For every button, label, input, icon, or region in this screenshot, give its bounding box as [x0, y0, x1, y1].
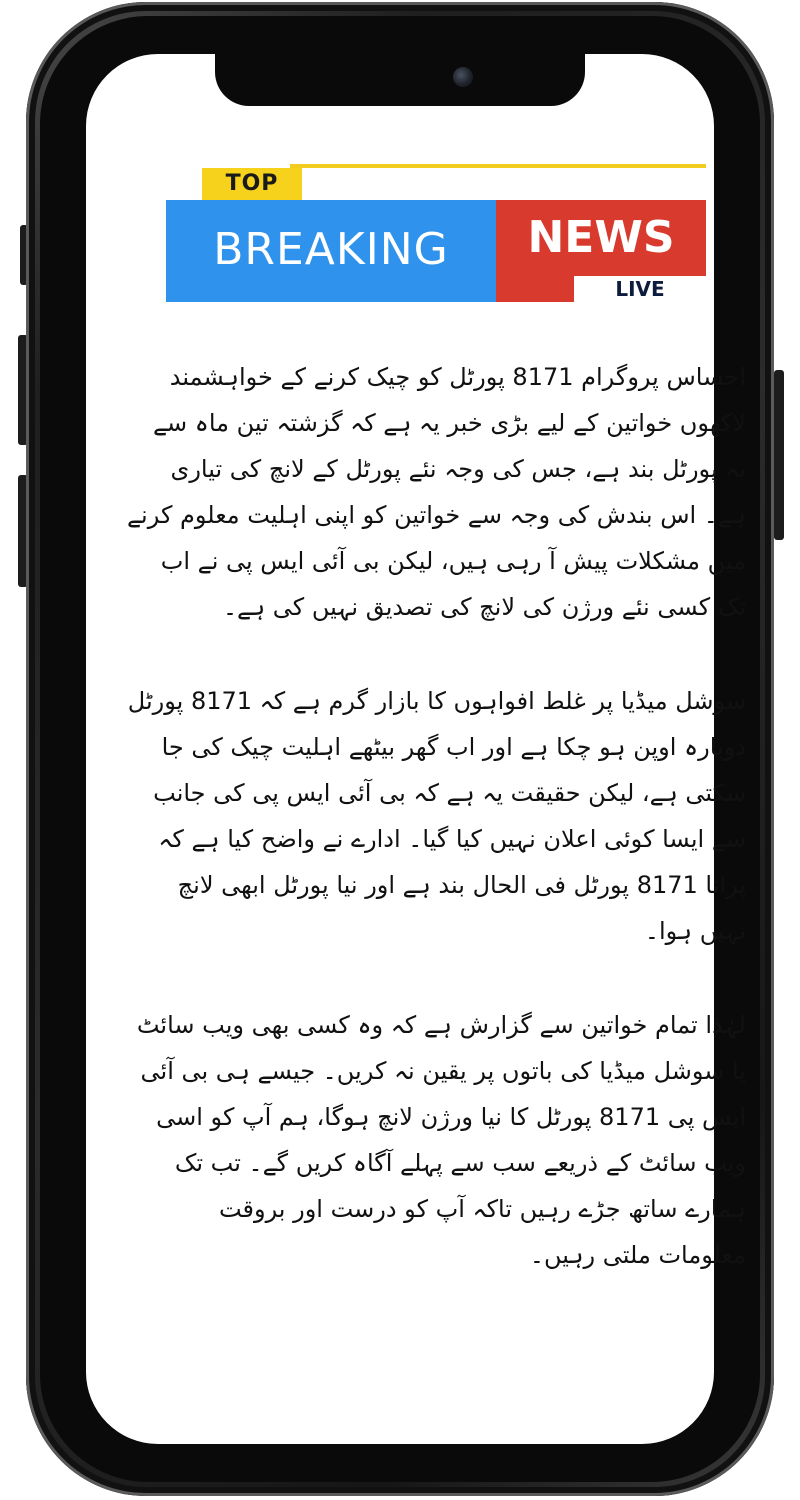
banner-news-label: NEWS — [496, 200, 706, 276]
article-paragraph-3: لہٰذا تمام خواتین سے گزارش ہے کہ وہ کسی بھی ویب سائٹ یا سوشل میڈیا کی باتوں پر یقین نہ کریں۔ جیسے ہی بی آئی ایس پی 8171 پورٹل کا نیا ورژن لانچ ہوگا، ہم آپ کو اسی ویب سائٹ کے ذریعے سب سے پہلے آگاہ کریں گے۔ تب تک ہمارے ساتھ جڑے رہیں تاکہ آپ کو درست اور بروقت معلومات ملتی رہیں۔ — [136, 1011, 746, 1269]
banner-accent-line — [290, 164, 706, 168]
article-body — [126, 354, 746, 1278]
breaking-news-banner — [166, 164, 706, 304]
article-paragraph-2: سوشل میڈیا پر غلط افواہوں کا بازار گرم ہے کہ 8171 پورٹل دوبارہ اوپن ہو چکا ہے اور اب گھر بیٹھے اہلیت چیک کی جا سکتی ہے، لیکن حقیقت یہ ہے کہ بی آئی ایس پی کی جانب سے ایسا کوئی اعلان نہیں کیا گیا۔ ادارے نے واضح کیا ہے کہ پرانا 8171 پورٹل فی الحال بند ہے اور نیا پورٹل ابھی لانچ نہیں ہوا۔ — [127, 687, 746, 945]
power-button — [774, 370, 784, 540]
phone-screen[interactable] — [86, 54, 746, 1444]
banner-top-label: TOP — [202, 168, 302, 200]
banner-live-label: LIVE — [574, 276, 706, 302]
banner-news-tail — [496, 276, 574, 302]
article-paragraph-1: احساس پروگرام 8171 پورٹل کو چیک کرنے کے خواہشمند لاکھوں خواتین کے لیے بڑی خبر یہ ہے کہ گزشتہ تین ماہ سے یہ پورٹل بند ہے، جس کی وجہ نئے پورٹل کے لانچ کی تیاری ہے۔ اس بندش کی وجہ سے خواتین کو اپنی اہلیت معلوم کرنے میں مشکلات پیش آ رہی ہیں، لیکن بی آئی ایس پی نے اب تک کسی نئے ورژن کی لانچ کی تصدیق نہیں کی ہے۔ — [126, 363, 746, 621]
notch — [215, 54, 585, 106]
phone-frame — [26, 2, 774, 1496]
camera-icon — [453, 67, 473, 87]
banner-breaking-label: BREAKING — [166, 200, 496, 302]
phone-bezel — [40, 16, 760, 1482]
